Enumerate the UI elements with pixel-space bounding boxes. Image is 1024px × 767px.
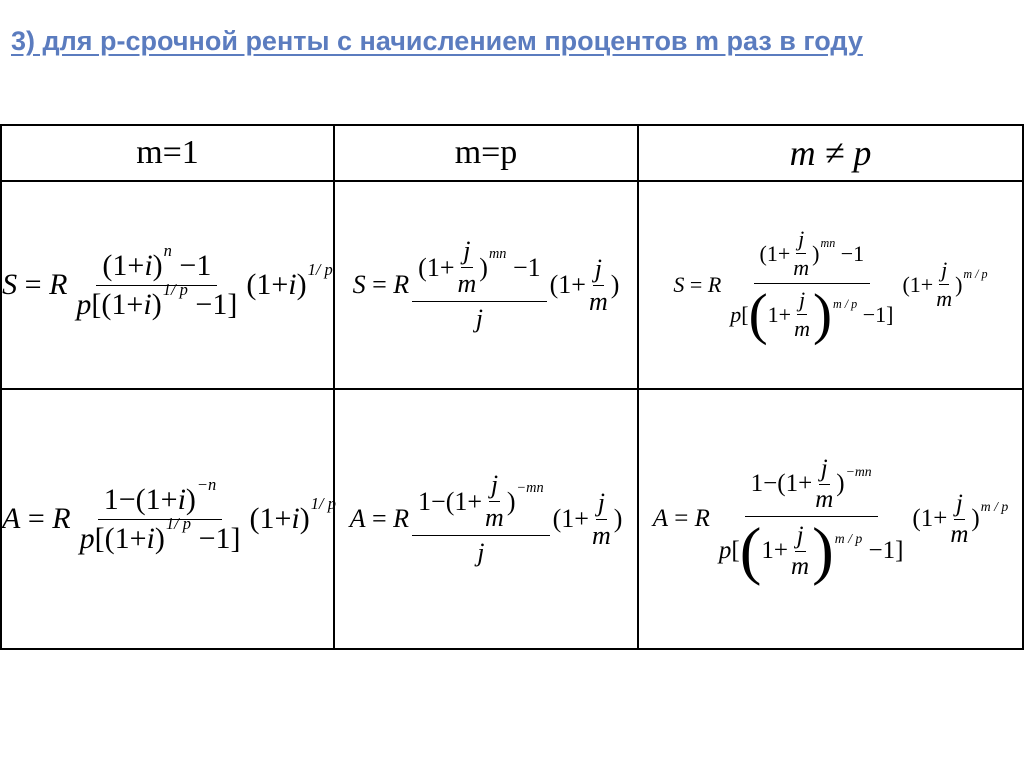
cell-a-m1 (1, 389, 334, 649)
formula-s-mnp: S = R ( 1 + $\frac{j}{m}$ ) mn −1 p [ ( 1 + $\frac{j}{m}$ ) m / p −1 ] ( 1 + $\frac{j}{m}$ ) m / p (673, 226, 988, 347)
cell-s-mnp (638, 181, 1023, 389)
cell-a-mnp (638, 389, 1023, 649)
cell-s-mp (334, 181, 638, 389)
cell-s-m1 (1, 181, 334, 389)
header-m-equals-p: m=p (334, 125, 638, 181)
slide-title: 3) для p-срочной ренты с начислением процентов m раз в году (11, 26, 863, 56)
cell-a-mp (334, 389, 638, 649)
formula-table (0, 124, 1024, 650)
header-m-not-equals-p: m ≠ p (638, 125, 1023, 181)
formula-s-m1: S = R ( 1 + i ) n −1 p [ ( 1 + i ) 1/ p −1 ] ( 1 + i ) 1/ p (2, 240, 333, 321)
formula-a-mp: A = R 1− ( 1 + $\frac{j}{m}$ ) −mn j ( 1 + $\frac{j}{m}$ ) (349, 470, 623, 567)
table-header-row (1, 125, 1023, 181)
header-m-equals-1: m=1 (1, 125, 334, 181)
formula-a-mnp: A = R 1− ( 1 + $\frac{j}{m}$ ) −mn p [ ( 1 + $\frac{j}{m}$ ) m / p −1 ] ( 1 + $\frac{j}{m}$ ) m / p (652, 454, 1009, 587)
table-row-accumulated-value (1, 181, 1023, 389)
formula-s-mp: S = R ( 1 + $\frac{j}{m}$ ) mn −1 j ( 1 + $\frac{j}{m}$ ) (352, 236, 620, 333)
table-row-present-value (1, 389, 1023, 649)
formula-a-m1: A = R 1− ( 1 + i ) −n p [ ( 1 + i ) 1/ p −1 ] ( 1 + i ) 1/ p (2, 474, 336, 555)
